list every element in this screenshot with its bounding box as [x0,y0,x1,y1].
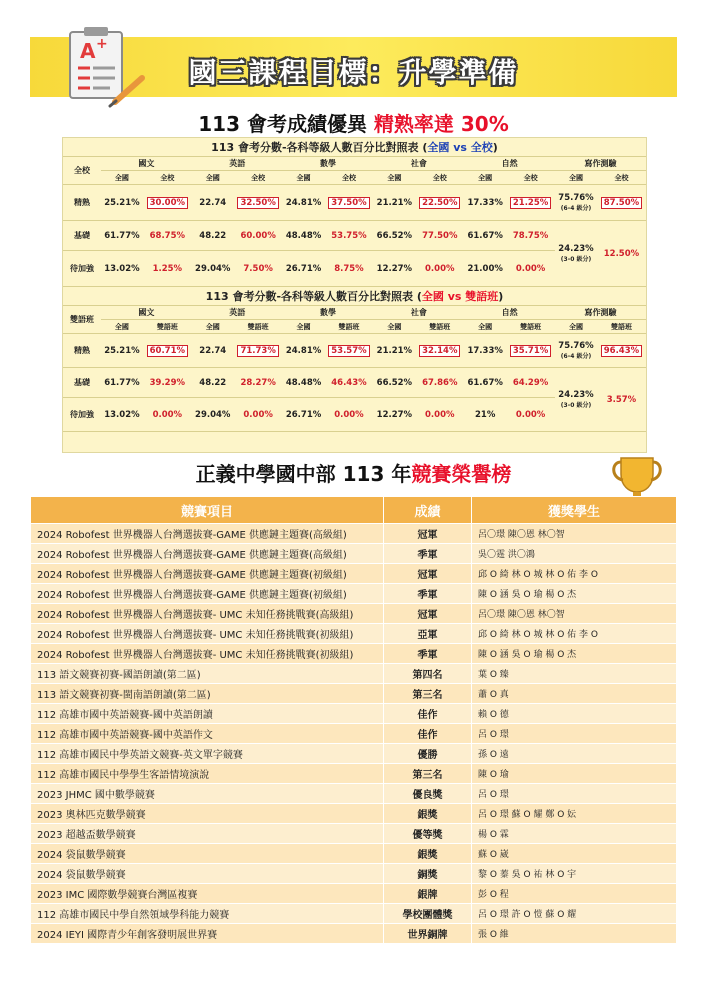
awards-header-result: 成績 [384,497,472,524]
exam-headline-prefix: 113 會考成績優異 [198,112,367,136]
score-cell-highlight: 22.50% [415,185,464,221]
award-event: 2024 袋鼠數學競賽 [31,844,384,864]
score-cell: 61.67% [464,368,506,398]
award-result: 季軍 [384,584,472,604]
score-cell: 39.29% [143,368,192,398]
column-header: 全國 [373,320,415,334]
score-cell: 3.57% [597,368,646,432]
column-header: 全校 [415,171,464,185]
subject-header: 社會 [373,306,464,320]
score-cell: 25.21% [101,185,143,221]
score-cell: 0.00% [415,398,464,432]
corner-label: 全校 [63,157,101,185]
award-event: 2024 Robofest 世界機器人台灣選拔賽-GAME 供應鏈主題賽(初級組) [31,564,384,584]
score-cell: 17.33% [464,185,506,221]
score-cell: 22.74 [192,185,234,221]
award-result: 第三名 [384,684,472,704]
score-cell-highlight: 96.43% [597,334,646,368]
award-event: 112 高雄市國中英語競賽-國中英語朗讀 [31,704,384,724]
award-result: 季軍 [384,544,472,564]
svg-text:+: + [96,36,108,52]
score-cell: 7.50% [234,251,283,287]
score-cell: 61.77% [101,221,143,251]
award-row [31,904,677,924]
score-cell: 78.75% [506,221,555,251]
score-cell: 0.00% [143,398,192,432]
writing-cell: 75.76% (6-4 級分) [555,185,597,221]
award-students: 邱 O 綺 林 O 城 林 O 佑 李 O [472,564,677,584]
score-cell: 24.81% [283,334,325,368]
award-students: 孫 O 遠 [472,744,677,764]
award-row [31,584,677,604]
column-header: 雙語班 [506,320,555,334]
score-table-school-title: 113 會考分數-各科等級人數百分比對照表 (全國 vs 全校) [63,138,646,157]
award-row [31,604,677,624]
score-cell: 22.74 [192,334,234,368]
score-table-school [63,138,646,287]
award-students: 邱 O 綺 林 O 城 林 O 佑 李 O [472,624,677,644]
score-cell: 29.04% [192,251,234,287]
subject-header: 自然 [464,157,555,171]
column-header: 雙語班 [415,320,464,334]
award-event: 112 高雄市國民中學英語文競賽-英文單字競賽 [31,744,384,764]
award-result: 銀牌 [384,884,472,904]
award-students: 張 O 維 [472,924,677,944]
award-students: 呂〇璟 陳〇恩 林〇智 [472,524,677,544]
score-panel [62,137,647,453]
award-row [31,684,677,704]
level-label: 待加強 [63,251,101,287]
award-result: 銀獎 [384,844,472,864]
score-cell: 48.48% [283,368,325,398]
award-event: 112 高雄市國中英語競賽-國中英語作文 [31,724,384,744]
award-students: 呂 O 璟 [472,724,677,744]
award-row [31,664,677,684]
score-cell: 17.33% [464,334,506,368]
subject-header: 數學 [283,306,374,320]
exam-headline-highlight: 精熟率達 30% [373,112,509,136]
award-event: 2023 奧林匹克數學競賽 [31,804,384,824]
award-students: 葉 O 臻 [472,664,677,684]
score-cell: 61.77% [101,368,143,398]
score-cell-highlight: 30.00% [143,185,192,221]
score-cell-highlight: 32.50% [234,185,283,221]
award-students: 黎 O 蓁 吳 O 祐 林 O 宇 [472,864,677,884]
score-cell-highlight: 37.50% [324,185,373,221]
score-cell: 12.27% [373,398,415,432]
score-cell: 29.04% [192,398,234,432]
award-row [31,864,677,884]
award-event: 112 高雄市國民中學學生客語情境演說 [31,764,384,784]
award-row [31,564,677,584]
award-event: 2023 IMC 國際數學競賽台灣區複賽 [31,884,384,904]
awards-table [30,496,677,944]
award-event: 112 高雄市國民中學自然領域學科能力競賽 [31,904,384,924]
award-result: 冠軍 [384,604,472,624]
column-header: 全國 [464,320,506,334]
score-cell-highlight: 71.73% [234,334,283,368]
score-cell: 25.21% [101,334,143,368]
subject-header: 英語 [192,306,283,320]
award-event: 2024 Robofest 世界機器人台灣選拔賽-GAME 供應鏈主題賽(高級組) [31,524,384,544]
award-row [31,724,677,744]
column-header: 全國 [555,171,597,185]
award-row [31,844,677,864]
score-cell: 8.75% [324,251,373,287]
score-cell: 68.75% [143,221,192,251]
score-cell: 66.52% [373,221,415,251]
score-cell: 21% [464,398,506,432]
subject-header: 寫作測驗 [555,306,646,320]
score-cell-highlight: 35.71% [506,334,555,368]
column-header: 全國 [192,320,234,334]
score-cell: 61.67% [464,221,506,251]
writing-cell: 75.76% (6-4 級分) [555,334,597,368]
award-row [31,744,677,764]
award-headline [0,458,707,487]
level-label: 基礎 [63,368,101,398]
score-cell-highlight: 32.14% [415,334,464,368]
award-event: 2024 Robofest 世界機器人台灣選拔賽-GAME 供應鏈主題賽(高級組) [31,544,384,564]
writing-cell: 24.23% (3-0 級分) [555,221,597,287]
score-cell: 12.50% [597,221,646,287]
score-cell: 28.27% [234,368,283,398]
award-event: 113 語文競賽初賽-閩南語朗讀(第二區) [31,684,384,704]
award-event: 2024 袋鼠數學競賽 [31,864,384,884]
award-event: 2024 Robofest 世界機器人台灣選拔賽- UMC 未知任務挑戰賽(初級組) [31,644,384,664]
award-result: 第三名 [384,764,472,784]
score-cell: 21.21% [373,185,415,221]
subject-header: 國文 [101,306,192,320]
award-event: 113 語文競賽初賽-國語朗讀(第二區) [31,664,384,684]
award-result: 學校團體獎 [384,904,472,924]
awards-header-students: 獲獎學生 [472,497,677,524]
grade-clipboard-icon [60,22,150,112]
column-header: 全國 [192,171,234,185]
award-result: 季軍 [384,644,472,664]
award-result: 佳作 [384,704,472,724]
score-table-bilingual [63,287,646,432]
level-label: 精熟 [63,334,101,368]
award-event: 2024 Robofest 世界機器人台灣選拔賽- UMC 未知任務挑戰賽(高級組) [31,604,384,624]
score-cell: 77.50% [415,221,464,251]
award-event: 2024 Robofest 世界機器人台灣選拔賽- UMC 未知任務挑戰賽(初級組) [31,624,384,644]
banner-title: 國三課程目標：升學準備 [188,56,519,89]
score-cell: 0.00% [506,398,555,432]
award-students: 陳 O 瑜 [472,764,677,784]
column-header: 全國 [101,320,143,334]
score-cell: 26.71% [283,251,325,287]
awards-header-event: 競賽項目 [31,497,384,524]
award-students: 楊 O 霖 [472,824,677,844]
score-cell: 21.21% [373,334,415,368]
score-cell: 0.00% [415,251,464,287]
award-students: 呂 O 璟 [472,784,677,804]
award-row [31,764,677,784]
award-row [31,704,677,724]
award-result: 第四名 [384,664,472,684]
award-headline-prefix: 正義中學國中部 113 年 [195,462,412,486]
award-students: 陳 O 涵 吳 O 瑜 楊 O 杰 [472,584,677,604]
award-row [31,924,677,944]
award-students: 賴 O 德 [472,704,677,724]
svg-text:A: A [80,39,96,63]
award-result: 佳作 [384,724,472,744]
award-students: 吳〇霆 洪〇鴻 [472,544,677,564]
subject-header: 國文 [101,157,192,171]
column-header: 雙語班 [234,320,283,334]
award-result: 世界銅牌 [384,924,472,944]
award-result: 優等獎 [384,824,472,844]
award-students: 陳 O 涵 吳 O 瑜 楊 O 杰 [472,644,677,664]
score-cell: 24.81% [283,185,325,221]
score-cell: 0.00% [234,398,283,432]
column-header: 全國 [101,171,143,185]
score-cell: 21.00% [464,251,506,287]
score-cell: 64.29% [506,368,555,398]
score-cell: 26.71% [283,398,325,432]
column-header: 全國 [373,171,415,185]
column-header: 全校 [234,171,283,185]
subject-header: 英語 [192,157,283,171]
award-row [31,524,677,544]
award-students: 呂 O 璟 許 O 愷 蘇 O 耀 [472,904,677,924]
score-cell-highlight: 60.71% [143,334,192,368]
award-result: 銀獎 [384,804,472,824]
level-label: 基礎 [63,221,101,251]
score-cell-highlight: 87.50% [597,185,646,221]
column-header: 全校 [143,171,192,185]
award-result: 優勝 [384,744,472,764]
subject-header: 寫作測驗 [555,157,646,171]
score-cell: 0.00% [506,251,555,287]
award-row [31,784,677,804]
column-header: 雙語班 [597,320,646,334]
score-cell: 12.27% [373,251,415,287]
score-cell: 48.22 [192,221,234,251]
score-cell: 13.02% [101,398,143,432]
column-header: 全國 [283,320,325,334]
award-headline-highlight: 競賽榮譽榜 [411,462,512,486]
award-row [31,884,677,904]
column-header: 全校 [506,171,555,185]
score-cell: 13.02% [101,251,143,287]
score-table-bilingual-title: 113 會考分數-各科等級人數百分比對照表 (全國 vs 雙語班) [63,287,646,306]
award-students: 蘇 O 崴 [472,844,677,864]
subject-header: 數學 [283,157,374,171]
award-students: 呂〇璟 陳〇恩 林〇智 [472,604,677,624]
award-event: 2023 JHMC 國中數學競賽 [31,784,384,804]
award-result: 冠軍 [384,524,472,544]
subject-header: 社會 [373,157,464,171]
award-event: 2023 超越盃數學競賽 [31,824,384,844]
score-cell: 48.48% [283,221,325,251]
column-header: 全校 [324,171,373,185]
award-event: 2024 IEYI 國際青少年創客發明展世界賽 [31,924,384,944]
column-header: 全國 [464,171,506,185]
subject-header: 自然 [464,306,555,320]
score-cell: 46.43% [324,368,373,398]
award-row [31,804,677,824]
score-cell: 53.75% [324,221,373,251]
award-event: 2024 Robofest 世界機器人台灣選拔賽-GAME 供應鏈主題賽(初級組) [31,584,384,604]
score-cell: 60.00% [234,221,283,251]
award-row [31,624,677,644]
exam-headline [0,108,707,137]
award-students: 彭 O 程 [472,884,677,904]
award-row [31,544,677,564]
score-cell-highlight: 21.25% [506,185,555,221]
score-cell: 1.25% [143,251,192,287]
award-students: 呂 O 璟 蘇 O 耀 鄭 O 妘 [472,804,677,824]
column-header: 全校 [597,171,646,185]
awards-body [31,524,677,944]
level-label: 精熟 [63,185,101,221]
writing-cell: 24.23% (3-0 級分) [555,368,597,432]
award-result: 優良獎 [384,784,472,804]
award-row [31,644,677,664]
score-cell: 0.00% [324,398,373,432]
column-header: 雙語班 [143,320,192,334]
column-header: 雙語班 [324,320,373,334]
score-cell: 66.52% [373,368,415,398]
score-cell: 48.22 [192,368,234,398]
award-result: 冠軍 [384,564,472,584]
score-cell: 67.86% [415,368,464,398]
award-result: 銅獎 [384,864,472,884]
column-header: 全國 [283,171,325,185]
level-label: 待加強 [63,398,101,432]
award-row [31,824,677,844]
column-header: 全國 [555,320,597,334]
corner-label: 雙語班 [63,306,101,334]
score-cell-highlight: 53.57% [324,334,373,368]
award-students: 蕭 O 真 [472,684,677,704]
award-result: 亞軍 [384,624,472,644]
